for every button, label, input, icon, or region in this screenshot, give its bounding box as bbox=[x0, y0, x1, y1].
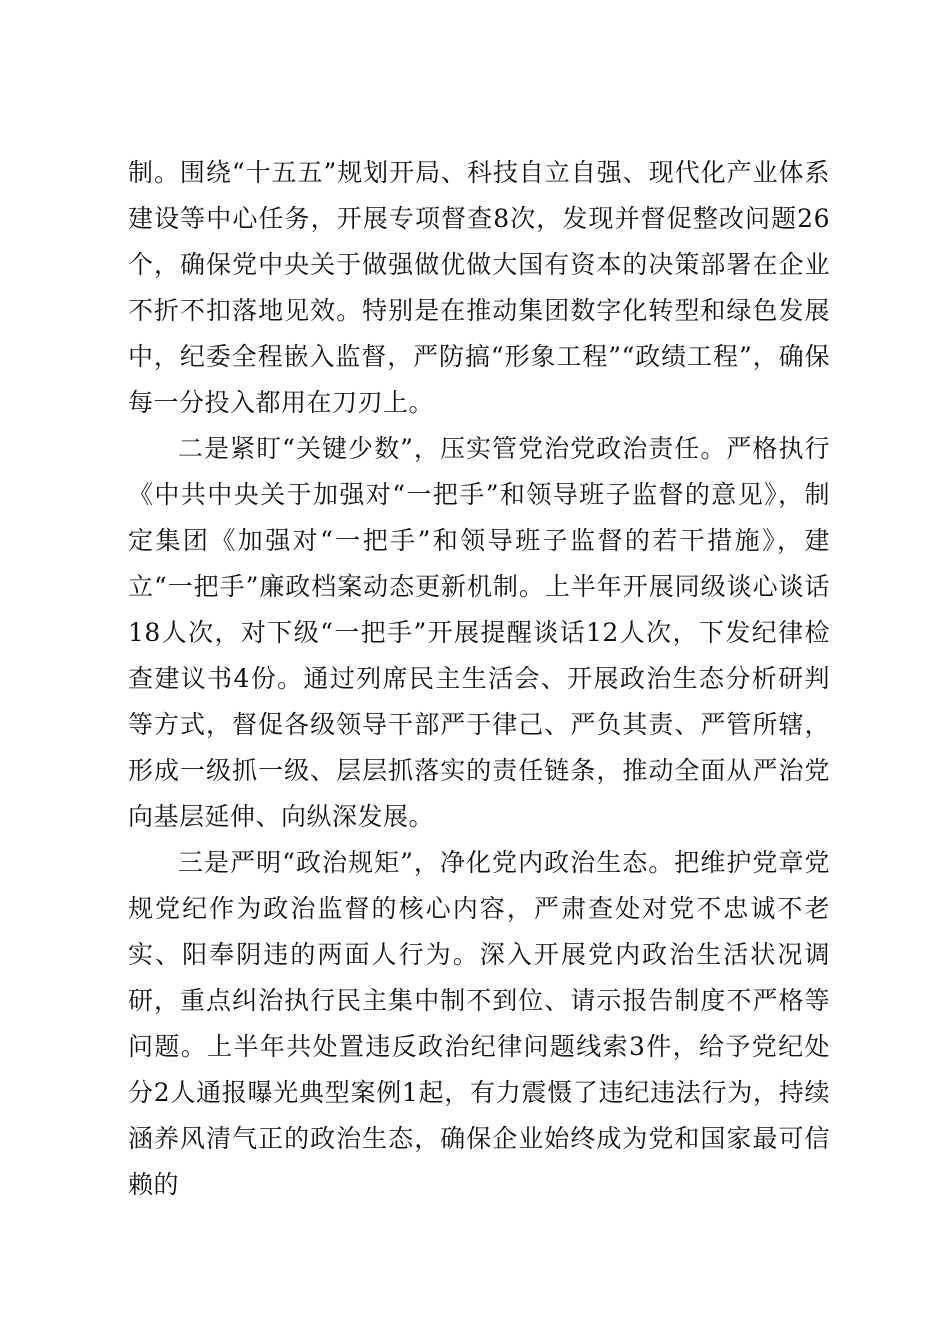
paragraph-key-minority: 二是紧盯“关键少数”，压实管党治党政治责任。严格执行《中共中央关于加强对“一把手”和领导班子监督的意见》，制定集团《加强对“一把手”和领导班子监督的若干措施》，建立“一把手”廉政档案动态更新机制。上半年开展同级谈心谈话18人次，对下级“一把手”开展提醒谈话12人次，下发纪律检查建议书4份。通过列席民主生活会、开展政治生态分析研判等方式，督促各级领导干部严于律己、严负其责、严管所辖，形成一级抓一级、层层抓落实的责任链条，推动全面从严治党向基层延伸、向纵深发展。 bbox=[128, 434, 830, 831]
paragraph-political-rules: 三是严明“政治规矩”，净化党内政治生态。把维护党章党规党纪作为政治监督的核心内容，严肃查处对党不忠诚不老实、阳奉阴违的两面人行为。深入开展党内政治生活状况调研，重点纠治执行民主集中制不到位、请示报告制度不严格等问题。上半年共处置违反政治纪律问题线索3件，给予党纪处分2人通报曝光典型案例1起，有力震慑了违纪违法行为，持续涵养风清气正的政治生态，确保企业始终成为党和国家最可信赖的 bbox=[128, 848, 830, 1199]
document-body bbox=[128, 150, 830, 1208]
paragraph-continuation: 制。围绕“十五五”规划开局、科技自立自强、现代化产业体系建设等中心任务，开展专项督查8次，发现并督促整改问题26个，确保党中央关于做强做优做大国有资本的决策部署在企业不折不扣落地见效。特别是在推动集团数字化转型和绿色发展中，纪委全程嵌入监督，严防搞“形象工程”“政绩工程”，确保每一分投入都用在刀刃上。 bbox=[128, 158, 830, 417]
